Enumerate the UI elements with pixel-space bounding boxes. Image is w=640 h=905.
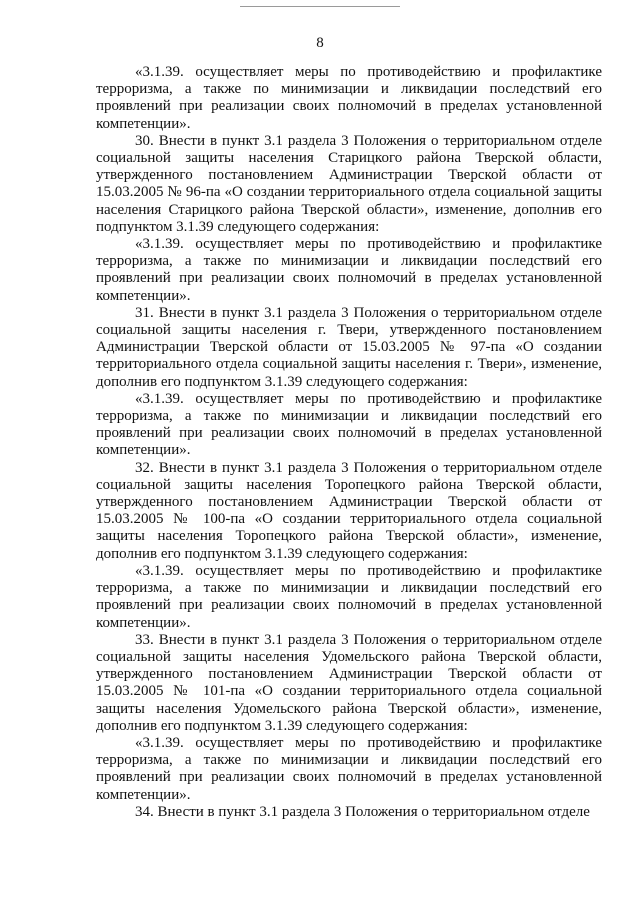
document-body bbox=[96, 64, 602, 821]
paragraph-quote-3-1-39: «3.1.39. осуществляет меры по противодействию и профилактике терроризма, а также по минимизации и ликвидации последствий его проявлений при реализации своих полномочий в пределах установленной компетенции». bbox=[96, 236, 602, 304]
paragraph-quote-3-1-39: «3.1.39. осуществляет меры по противодействию и профилактике терроризма, а также по минимизации и ликвидации последствий его проявлений при реализации своих полномочий в пределах установленной компетенции». bbox=[96, 64, 602, 132]
top-edge-rule bbox=[240, 6, 400, 7]
paragraph-item-30: 30. Внести в пункт 3.1 раздела 3 Положения о территориальном отделе социальной защиты населения Старицкого района Тверской области, утвержденного постановлением Администрации Тверской области от 15.03.2005 № 96-па «О создании территориального отдела социальной защиты населения Старицкого района Тверской области», изменение, дополнив его подпунктом 3.1.39 следующего содержания: bbox=[96, 132, 602, 235]
page-number: 8 bbox=[316, 35, 324, 51]
paragraph-quote-3-1-39: «3.1.39. осуществляет меры по противодействию и профилактике терроризма, а также по минимизации и ликвидации последствий его проявлений при реализации своих полномочий в пределах установленной компетенции». bbox=[96, 734, 602, 803]
paragraph-quote-3-1-39: «3.1.39. осуществляет меры по противодействию и профилактике терроризма, а также по минимизации и ликвидации последствий его проявлений при реализации своих полномочий в пределах установленной компетенции». bbox=[96, 390, 602, 459]
paragraph-item-31: 31. Внести в пункт 3.1 раздела 3 Положения о территориальном отделе социальной защиты населения г. Твери, утвержденного постановлением Администрации Тверской области от 15.03.2005 № 97-па «О создании территориального отдела социальной защиты населения г. Твери», изменение, дополнив его подпунктом 3.1.39 следующего содержания: bbox=[96, 304, 602, 390]
paragraph-quote-3-1-39: «3.1.39. осуществляет меры по противодействию и профилактике терроризма, а также по минимизации и ликвидации последствий его проявлений при реализации своих полномочий в пределах установленной компетенции». bbox=[96, 562, 602, 631]
paragraph-item-32: 32. Внести в пункт 3.1 раздела 3 Положения о территориальном отделе социальной защиты населения Торопецкого района Тверской области, утвержденного постановлением Администрации Тверской области от 15.03.2005 № 100-па «О создании территориального отдела социальной защиты населения Торопецкого района Тверской области», изменение, дополнив его подпунктом 3.1.39 следующего содержания: bbox=[96, 459, 602, 562]
paragraph-item-34: 34. Внести в пункт 3.1 раздела 3 Положения о территориальном отделе bbox=[135, 803, 590, 820]
paragraph-item-33: 33. Внести в пункт 3.1 раздела 3 Положения о территориальном отделе социальной защиты населения Удомельского района Тверской области, утвержденного постановлением Администрации Тверской области от 15.03.2005 № 101-па «О создании территориального отдела социальной защиты населения Удомельского района Тверской области», изменение, дополнив его подпунктом 3.1.39 следующего содержания: bbox=[96, 631, 602, 734]
